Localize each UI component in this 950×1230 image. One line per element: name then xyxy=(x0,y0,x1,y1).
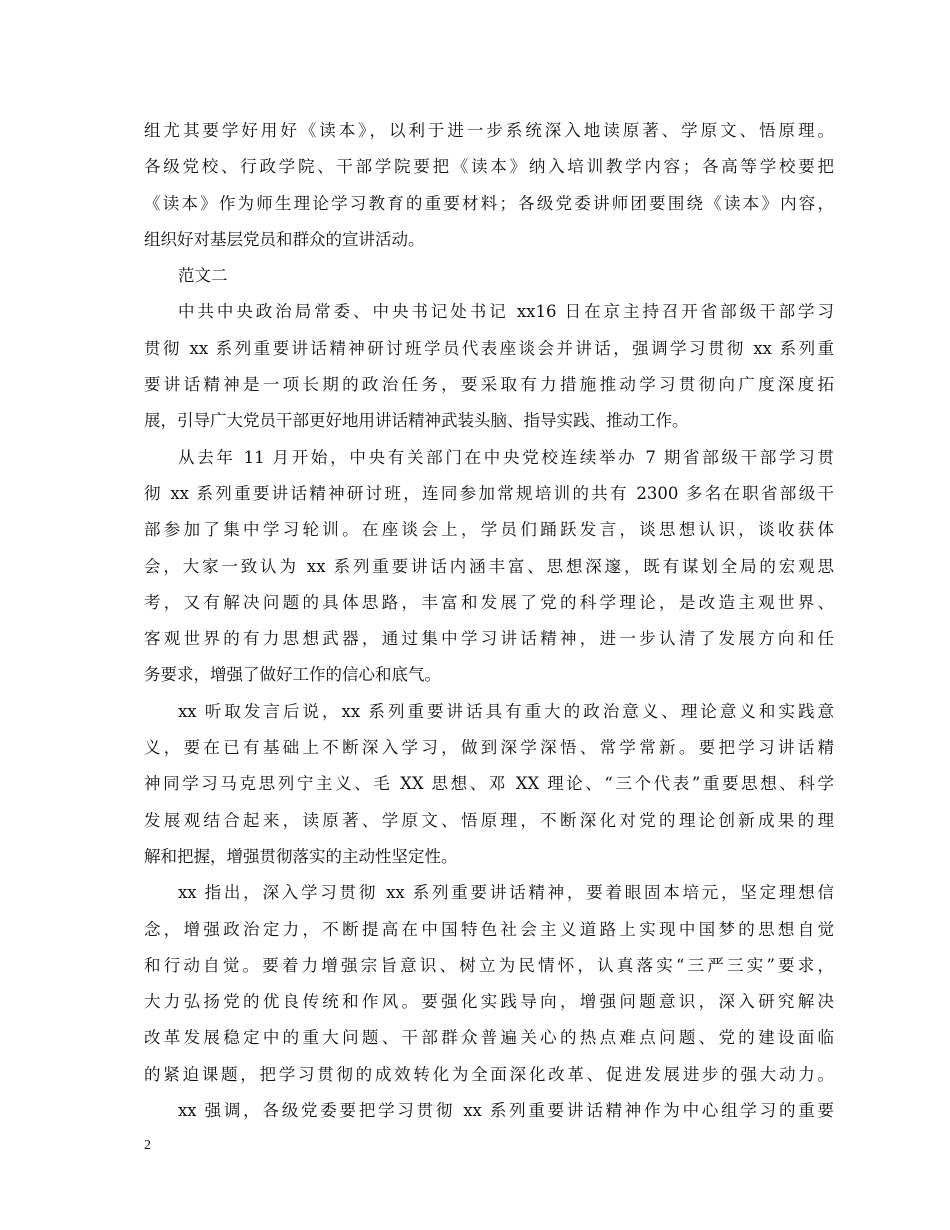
text-line: 改革发展稳定中的重大问题、干部群众普遍关心的热点难点问题、党的建设面临 xyxy=(144,1028,834,1048)
text-line: 神同学习马克思列宁主义、毛 XX 思想、邓 XX 理论、“三个代表”重要思想、科学 xyxy=(144,774,834,794)
text-line: 中共中央政治局常委、中央书记处书记 xx16 日在京主持召开省部级干部学习 xyxy=(178,302,834,322)
text-line: 组织好对基层党员和群众的宣讲活动。 xyxy=(144,229,425,249)
text-line: 组尤其要学好用好《读本》，以利于进一步系统深入地读原著、学原文、悟原理。 xyxy=(144,121,834,140)
text-line: 部参加了集中学习轮训。在座谈会上，学员们踊跃发言，谈思想认识，谈收获体 xyxy=(144,520,834,540)
document-body xyxy=(144,113,834,1129)
text-line: 从去年 11 月开始，中央有关部门在中央党校连续举办 7 期省部级干部学习贯 xyxy=(178,447,834,467)
text-line: 各级党校、行政学院、干部学院要把《读本》纳入培训教学内容；各高等学校要把 xyxy=(144,157,834,177)
text-line: 解和把握，增强贯彻落实的主动性坚定性。 xyxy=(144,846,458,866)
text-line: 客观世界的有力思想武器，通过集中学习讲话精神，进一步认清了发展方向和任 xyxy=(144,629,834,649)
text-line: 的紧迫课题，把学习贯彻的成效转化为全面深化改革、促进发展进步的强大动力。 xyxy=(144,1064,834,1084)
text-line: xx 听取发言后说，xx 系列重要讲话具有重大的政治意义、理论意义和实践意 xyxy=(178,701,834,721)
text-line: 要讲话精神是一项长期的政治任务，要采取有力措施推动学习贯彻向广度深度拓 xyxy=(144,375,834,395)
page-number: 2 xyxy=(144,1138,151,1153)
text-line: xx 指出，深入学习贯彻 xx 系列重要讲话精神，要着眼固本培元，坚定理想信 xyxy=(178,883,834,903)
text-line: 彻 xx 系列重要讲话精神研讨班，连同参加常规培训的共有 2300 多名在职省部级干 xyxy=(144,483,834,503)
text-line: 务要求，增强了做好工作的信心和底气。 xyxy=(144,665,441,685)
text-line: 大力弘扬党的优良传统和作风。要强化实践导向，增强问题意识，深入研究解决 xyxy=(144,992,834,1012)
text-line: 会，大家一致认为 xx 系列重要讲话内涵丰富、思想深邃，既有谋划全局的宏观思 xyxy=(144,556,834,576)
text-line: 《读本》作为师生理论学习教育的重要材料；各级党委讲师团要围绕《读本》内容， xyxy=(144,193,834,213)
text-line: 发展观结合起来，读原著、学原文、悟原理，不断深化对党的理论创新成果的理 xyxy=(144,810,834,830)
text-line: 范文二 xyxy=(178,266,228,286)
text-line: 和行动自觉。要着力增强宗旨意识、树立为民情怀，认真落实“三严三实”要求， xyxy=(144,955,834,975)
text-line: 展，引导广大党员干部更好地用讲话精神武装头脑、指导实践、推动工作。 xyxy=(144,411,689,431)
text-line: 贯彻 xx 系列重要讲话精神研讨班学员代表座谈会并讲话，强调学习贯彻 xx 系列重 xyxy=(144,338,834,358)
text-line: 考，又有解决问题的具体思路，丰富和发展了党的科学理论，是改造主观世界、 xyxy=(144,592,834,612)
text-line: xx 强调，各级党委要把学习贯彻 xx 系列重要讲话精神作为中心组学习的重要 xyxy=(178,1101,834,1121)
text-line: 念，增强政治定力，不断提高在中国特色社会主义道路上实现中国梦的思想自觉 xyxy=(144,919,834,939)
text-line: 义，要在已有基础上不断深入学习，做到深学深悟、常学常新。要把学习讲话精 xyxy=(144,738,834,758)
